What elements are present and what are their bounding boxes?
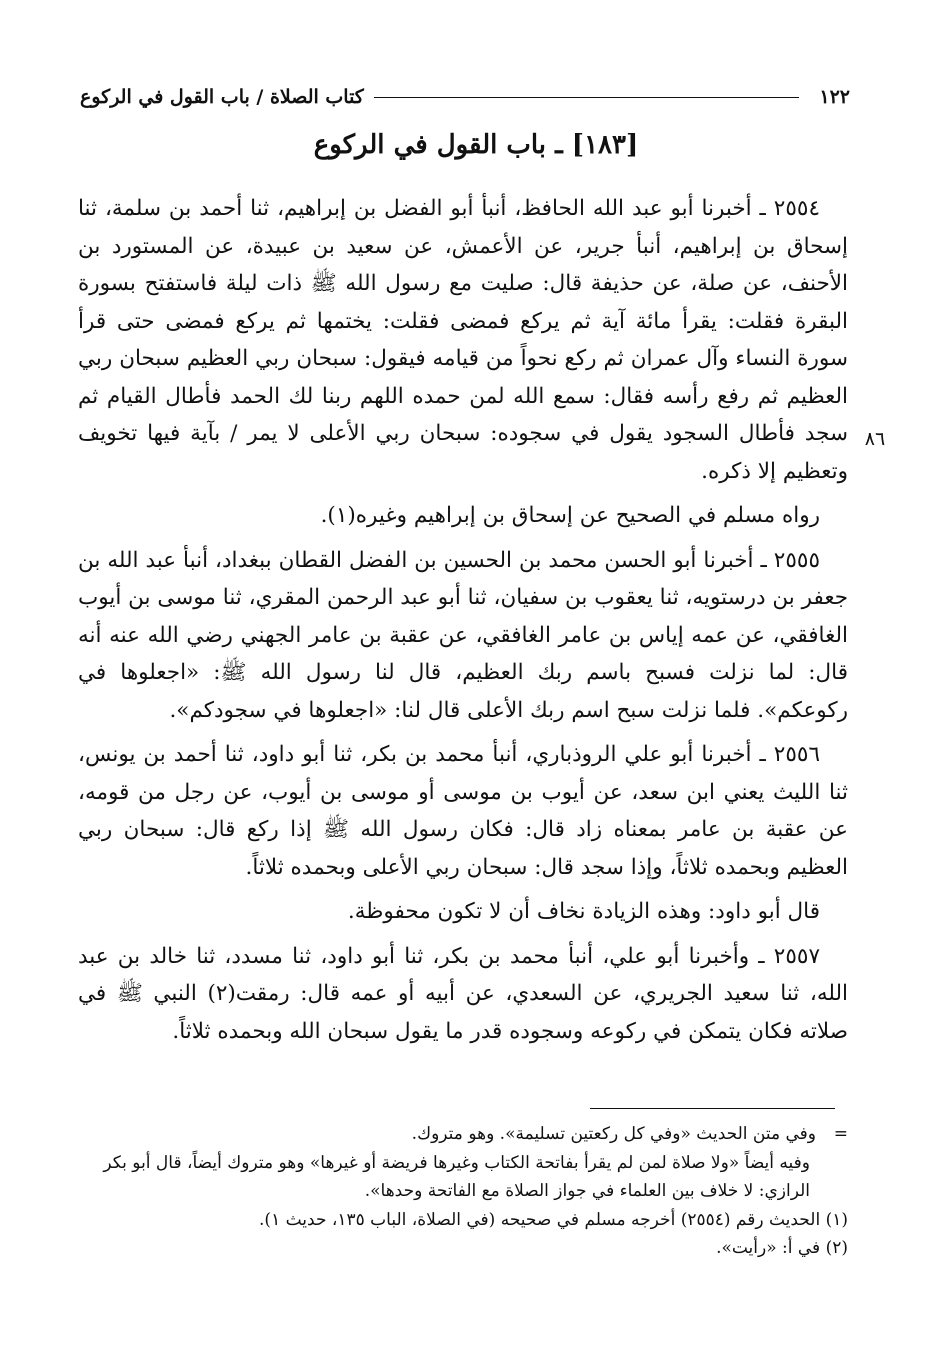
footnote-2: (٢) في أ: «رأيت».	[716, 1238, 848, 1258]
margin-page-reference: ٨٦	[864, 428, 886, 450]
hadith-2554: ٢٥٥٤ ـ أخبرنا أبو عبد الله الحافظ، أنبأ أبو الفضل بن إبراهيم، ثنا أحمد بن سلمة، ثنا إسحاق بن إبراهيم، أنبأ جرير، عن الأعمش، عن سعيد بن عبيدة، عن المستورد بن الأحنف، عن صلة، عن حذيفة قال: صليت مع رسول الله ﷺ ذات ليلة فاستفتح بسورة البقرة فقلت: يقرأ مائة آية ثم يركع فمضى فقلت: يختمها ثم يركع فمضى حتى قرأ سورة النساء وآل عمران ثم ركع نحواً من قيامه فيقول: سبحان ربي العظيم سبحان ربي العظيم ثم رفع رأسه فقال: سمع الله لمن حمده اللهم ربنا لك الحمد فأطال القيام ثم سجد فأطال السجود يقول في سجوده: سبحان ربي الأعلى لا يمر / بآية فيها تخويف وتعظيم إلا ذكره.	[78, 196, 848, 484]
continuation-line-1: وفي متن الحديث «وفي كل ركعتين تسليمة». وهو متروك.	[411, 1124, 816, 1144]
running-header	[80, 80, 850, 114]
footnote-continuation-2: وفيه أيضاً «ولا صلاة لمن لم يقرأ بفاتحة الكتاب وغيرها فريضة أو غيرها» وهو متروك أيضاً، قال أبو بكر الرازي: لا خلاف بين العلماء في جواز الصلاة مع الفاتحة وحدها».	[103, 1152, 810, 1201]
footnote-rule	[590, 1108, 835, 1109]
footnote-1: (١) الحديث رقم (٢٥٥٤) أخرجه مسلم في صحيحه (في الصلاة، الباب ١٣٥، حديث ١).	[259, 1209, 848, 1230]
header-rule	[374, 97, 800, 98]
footnote-continuation-1	[78, 1120, 848, 1149]
page-number: ١٢٢	[819, 86, 850, 108]
main-text	[78, 190, 848, 1057]
hadith-2556: ٢٥٥٦ ـ أخبرنا أبو علي الروذباري، أنبأ محمد بن بكر، ثنا أبو داود، ثنا أحمد بن يونس، ثنا الليث يعني ابن سعد، عن أيوب بن موسى أو موسى بن أيوب، عن رجل من قومه، عن عقبة بن عامر بمعناه زاد قال: فكان رسول الله ﷺ إذا ركع قال: سبحان ربي العظيم وبحمده ثلاثاً، وإذا سجد قال: سبحان ربي الأعلى وبحمده ثلاثاً.	[78, 742, 848, 880]
chapter-title: [١٨٣] ـ باب القول في الركوع	[313, 130, 639, 160]
hadith-2557: ٢٥٥٧ ـ وأخبرنا أبو علي، أنبأ محمد بن بكر، ثنا أبو داود، ثنا مسدد، ثنا خالد بن عبد الله، ثنا سعيد الجريري، عن السعدي، عن أبيه أو عمه قال: رمقت(٢) النبي ﷺ في صلاته فكان يتمكن في ركوعه وسجوده قدر ما يقول سبحان الله وبحمده ثلاثاً.	[78, 943, 848, 1044]
footnotes	[78, 1120, 848, 1263]
narration-note: رواه مسلم في الصحيح عن إسحاق بن إبراهيم وغيره(١).	[320, 503, 820, 528]
continuation-mark: =	[833, 1124, 848, 1144]
running-title: كتاب الصلاة / باب القول في الركوع	[80, 86, 364, 108]
abu-dawud-comment: قال أبو داود: وهذه الزيادة نخاف أن لا تكون محفوظة.	[347, 899, 820, 924]
hadith-2555: ٢٥٥٥ ـ أخبرنا أبو الحسن محمد بن الحسين بن الفضل القطان ببغداد، أنبأ عبد الله بن جعفر بن درستويه، ثنا يعقوب بن سفيان، ثنا أبو عبد الرحمن المقري، ثنا موسى بن أيوب الغافقي، عن عمه إياس بن عامر الغافقي، عن عقبة بن عامر الجهني رضي الله عنه أنه قال: لما نزلت فسبح باسم ربك العظيم، قال لنا رسول الله ﷺ: «اجعلوها في ركوعكم». فلما نزلت سبح اسم ربك الأعلى قال لنا: «اجعلوها في سجودكم».	[78, 547, 848, 723]
